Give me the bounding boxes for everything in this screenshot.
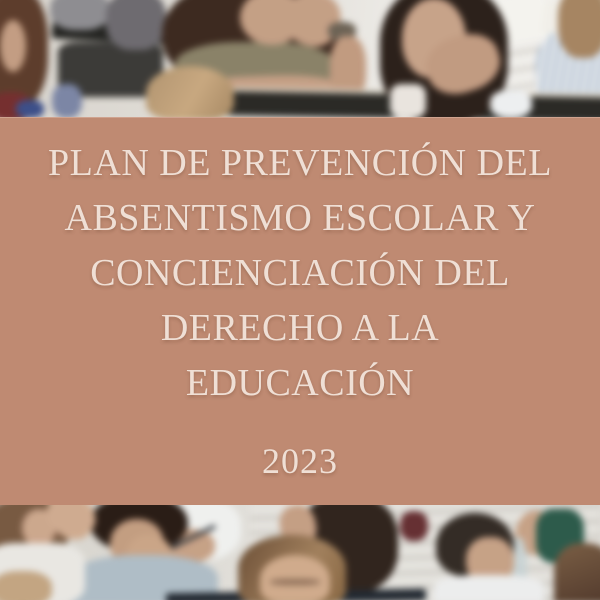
photo-bottom-art [0,505,600,600]
right-student-top-strap [390,84,426,117]
title-line-4: DERECHO A LA [160,307,440,349]
striped-student-hair [558,0,600,58]
boy-shirt [434,575,544,600]
photo-lecture-hall-top [0,0,600,117]
poster-title [48,136,552,411]
background-student-gray-shirt [50,0,110,30]
title-line-1: PLAN DE PREVENCIÓN DEL [48,142,552,184]
title-overlay [0,117,600,505]
left-student-blue-sleeve [52,84,82,117]
title-line-3: CONCIENCIACIÓN DEL [90,252,510,294]
photo-lecture-hall-bottom [0,505,600,600]
center-student-face [260,555,330,600]
foreground-student-head [146,66,234,117]
title-line-2: ABSENTISMO ESCOLAR Y [64,197,536,239]
photo-top-art [0,0,600,117]
dark-red-patch [400,511,428,541]
center-student-brow [270,579,320,585]
right-student-wristband [490,90,532,117]
background-student-patterned-shirt [106,0,166,50]
left-student-navy-patch [16,100,44,117]
corner-student-hair [554,543,600,600]
left-student-face [0,20,26,72]
title-line-5: EDUCACIÓN [185,362,415,404]
poster-year: 2023 [262,441,338,481]
corner-blur-left [0,571,52,600]
